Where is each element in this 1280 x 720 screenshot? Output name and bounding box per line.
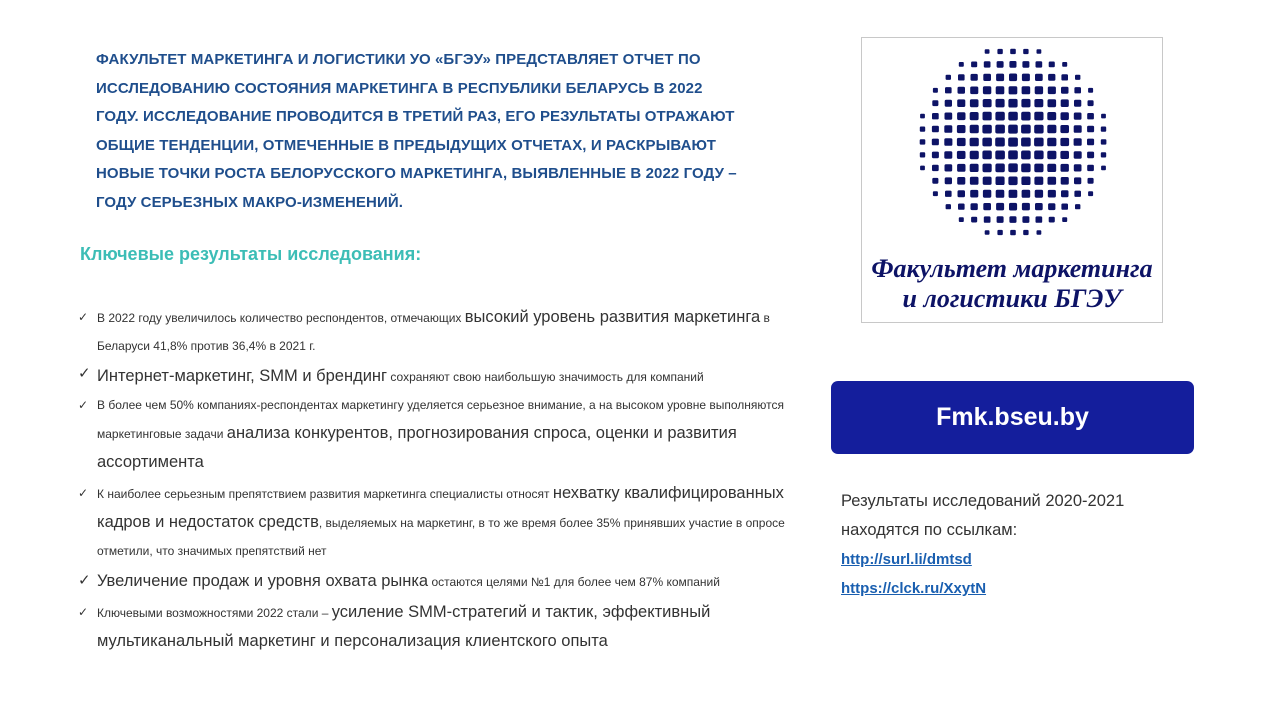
globe-tile bbox=[1022, 61, 1029, 68]
globe-tile bbox=[1048, 190, 1056, 198]
globe-tile bbox=[1101, 114, 1106, 119]
check-icon: ✓ bbox=[78, 486, 89, 500]
globe-tile bbox=[1048, 203, 1055, 210]
globe-tile bbox=[995, 151, 1005, 160]
globe-tile bbox=[1061, 177, 1069, 185]
globe-tile bbox=[1061, 204, 1068, 210]
globe-tile bbox=[1047, 164, 1056, 172]
globe-tile bbox=[1008, 177, 1017, 186]
globe-tile bbox=[933, 191, 938, 196]
globe-tile bbox=[970, 125, 979, 134]
globe-tile bbox=[1008, 163, 1018, 172]
globe-tile bbox=[1034, 112, 1043, 121]
globe-tile bbox=[1034, 138, 1044, 147]
list-item: ✓ В 2022 году увеличилось количество респондентов, отмечающих высокий уровень развития маркетинга в Беларуси 41,8% против 36,4% в 2021 г. bbox=[78, 303, 798, 360]
globe-tile bbox=[1034, 125, 1043, 134]
globe-tile bbox=[970, 190, 978, 198]
intro-line: НОВЫЕ ТОЧКИ РОСТА БЕЛОРУССКОГО МАРКЕТИНГА, ВЫЯВЛЕННЫЕ В 2022 ГОДУ – bbox=[96, 165, 737, 182]
globe-tile bbox=[995, 125, 1005, 134]
globe-tile bbox=[1022, 190, 1031, 198]
globe-tile bbox=[971, 62, 977, 68]
previous-research-text: Результаты исследований 2020-2021 bbox=[841, 492, 1125, 510]
globe-tile bbox=[1062, 62, 1067, 67]
globe-tile bbox=[971, 203, 978, 210]
check-icon: ✓ bbox=[78, 605, 89, 619]
globe-tile bbox=[1022, 203, 1030, 211]
globe-tile bbox=[1034, 151, 1043, 160]
globe-tile bbox=[983, 99, 992, 107]
globe-tile bbox=[932, 165, 939, 171]
globe-tile bbox=[982, 125, 991, 134]
globe-tile bbox=[970, 99, 979, 107]
globe-tile bbox=[1074, 125, 1082, 133]
globe-tile bbox=[1088, 100, 1094, 106]
globe-tile bbox=[1008, 125, 1018, 134]
globe-tile bbox=[957, 151, 966, 159]
research-link-2021[interactable]: https://clck.ru/XxytN bbox=[841, 580, 987, 597]
globe-tile bbox=[1061, 74, 1068, 80]
globe-tile bbox=[1061, 164, 1069, 172]
globe-tile bbox=[1048, 74, 1055, 81]
globe-tile bbox=[920, 166, 925, 171]
intro-line: ГОДУ СЕРЬЕЗНЫХ МАКРО-ИЗМЕНЕНИЙ. bbox=[96, 193, 403, 211]
key-results-title: Ключевые результаты исследования: bbox=[80, 244, 422, 264]
globe-tile bbox=[959, 62, 964, 67]
check-icon: ✓ bbox=[78, 398, 89, 412]
globe-tile bbox=[1008, 112, 1018, 121]
globe-tile bbox=[1009, 61, 1016, 68]
globe-tile bbox=[1074, 177, 1081, 184]
globe-tile bbox=[997, 216, 1004, 223]
globe-tile bbox=[945, 87, 952, 93]
globe-tile bbox=[1101, 139, 1107, 144]
check-icon: ✓ bbox=[78, 572, 91, 589]
globe-tile bbox=[1047, 112, 1056, 120]
globe-tile bbox=[1048, 177, 1057, 185]
globe-tile bbox=[1009, 190, 1018, 198]
globe-tile bbox=[983, 74, 991, 81]
globe-tile bbox=[996, 86, 1005, 94]
globe-tile bbox=[997, 230, 1002, 235]
globe-tile bbox=[996, 99, 1005, 108]
globe-tile bbox=[1047, 151, 1056, 160]
globe-tile bbox=[970, 87, 978, 95]
globe-tile bbox=[1087, 165, 1094, 171]
research-link-2020[interactable]: http://surl.li/dmtsd bbox=[841, 551, 972, 568]
globe-tile bbox=[1021, 125, 1031, 134]
check-icon: ✓ bbox=[78, 365, 91, 382]
globe-tile bbox=[985, 230, 990, 235]
key-results-list bbox=[78, 303, 798, 658]
globe-tile bbox=[970, 138, 979, 147]
intro-line: ИССЛЕДОВАНИЮ СОСТОЯНИЯ МАРКЕТИНГА В РЕСПУБЛИКИ БЕЛАРУСЬ В 2022 bbox=[96, 79, 703, 97]
globe-tile bbox=[984, 61, 991, 67]
globe-tile bbox=[1062, 217, 1067, 222]
globe-tile bbox=[957, 99, 965, 107]
globe-tile bbox=[1008, 150, 1018, 159]
globe-tile bbox=[1010, 49, 1016, 54]
globe-tile bbox=[1074, 151, 1082, 159]
globe-tile bbox=[1008, 99, 1017, 108]
globe-tile bbox=[944, 138, 952, 146]
globe-tile bbox=[983, 177, 992, 185]
globe-tile bbox=[1101, 152, 1106, 157]
globe-tile bbox=[958, 204, 965, 210]
globe-tile bbox=[957, 112, 965, 120]
globe-tile bbox=[1074, 87, 1081, 93]
globe-tile bbox=[932, 152, 939, 159]
globe-tile bbox=[1036, 61, 1043, 67]
intro-line: ОБЩИЕ ТЕНДЕНЦИИ, ОТМЕЧЕННЫЕ В ПРЕДЫДУЩИХ ОТЧЕТАХ, И РАСКРЫВАЮТ bbox=[96, 136, 716, 154]
globe-tile bbox=[984, 216, 991, 222]
globe-tile bbox=[1088, 88, 1093, 93]
globe-tile bbox=[945, 191, 952, 197]
globe-tile bbox=[970, 177, 979, 185]
globe-tile bbox=[945, 100, 952, 107]
globe-tile bbox=[971, 74, 978, 81]
globe-tile bbox=[1101, 127, 1106, 132]
globe-tile bbox=[996, 177, 1005, 186]
globe-tile bbox=[1049, 217, 1055, 223]
intro-paragraph bbox=[96, 46, 746, 217]
globe-tile bbox=[996, 203, 1004, 211]
globe-tile bbox=[1022, 74, 1030, 82]
globe-tile bbox=[1074, 191, 1081, 197]
logo-text: Факультет маркетинга и логистики БГЭУ bbox=[871, 254, 1153, 313]
globe-tile bbox=[932, 113, 939, 119]
globe-tile bbox=[932, 100, 938, 106]
globe-tile bbox=[1074, 138, 1082, 146]
globe-tile bbox=[1048, 99, 1057, 107]
globe-tile bbox=[1087, 126, 1094, 133]
globe-tile bbox=[983, 203, 991, 210]
globe-tile bbox=[920, 127, 925, 132]
globe-tile bbox=[1021, 112, 1030, 121]
globe-tile bbox=[957, 125, 966, 133]
globe-tile bbox=[932, 126, 939, 133]
globe-tile bbox=[996, 190, 1005, 198]
globe-tile bbox=[1074, 113, 1082, 120]
globe-tile bbox=[995, 164, 1004, 173]
globe-tile bbox=[1009, 86, 1018, 94]
globe-tile bbox=[945, 177, 952, 184]
globe-tile bbox=[1021, 138, 1031, 147]
globe-tile bbox=[932, 178, 938, 184]
globe-tile bbox=[1061, 190, 1069, 197]
globe-tile bbox=[944, 125, 952, 133]
globe-tile bbox=[958, 87, 966, 94]
globe-tile bbox=[946, 75, 951, 80]
globe-tile bbox=[1087, 113, 1094, 119]
globe-tile bbox=[1035, 74, 1043, 81]
globe-tile bbox=[1034, 164, 1043, 173]
globe-tile bbox=[983, 164, 992, 173]
globe-tile bbox=[1037, 49, 1042, 54]
globe-tile bbox=[970, 112, 979, 120]
globe-tile bbox=[983, 86, 991, 94]
globe-tile bbox=[1088, 178, 1094, 184]
globe-tile bbox=[1087, 152, 1094, 159]
globe-tile bbox=[1075, 75, 1080, 80]
intro-line: ФАКУЛЬТЕТ МАРКЕТИНГА И ЛОГИСТИКИ УО «БГЭУ» ПРЕДСТАВЛЯЕТ ОТЧЕТ ПО bbox=[96, 51, 701, 68]
globe-tile bbox=[1047, 125, 1056, 134]
list-item: ✓ Увеличение продаж и уровня охвата рынка остаются целями №1 для более чем 87% компаний bbox=[78, 567, 798, 596]
globe-tile bbox=[959, 217, 964, 222]
globe-tile bbox=[1087, 139, 1094, 146]
globe-tile bbox=[1047, 138, 1056, 147]
globe-tile bbox=[1074, 100, 1081, 107]
globe-tile bbox=[1075, 204, 1080, 209]
globe-tile bbox=[982, 151, 991, 160]
globe-tile bbox=[996, 74, 1004, 82]
globe-tile bbox=[1048, 87, 1056, 95]
globe-tile bbox=[995, 138, 1005, 147]
globe-tile bbox=[1037, 230, 1042, 235]
globe-tile bbox=[1088, 191, 1093, 196]
globe-tile bbox=[944, 151, 952, 159]
globe-tile bbox=[1023, 230, 1028, 235]
globe-tile bbox=[957, 138, 966, 146]
site-link-button[interactable]: Fmk.bseu.by bbox=[831, 381, 1194, 454]
globe-tile bbox=[957, 177, 965, 185]
globe-tile bbox=[957, 164, 965, 172]
globe-tile bbox=[1060, 125, 1069, 133]
globe-tile bbox=[1035, 203, 1043, 210]
globe-tile bbox=[1074, 164, 1082, 171]
list-item: ✓ В более чем 50% компаниях-респондентах маркетингу уделяется серьезное внимание, а на высоком уровне выполняются маркетинговые задачи анализа конкурентов, прогнозирования спроса, оценки и развития ассортимента bbox=[78, 391, 798, 477]
globe-tile bbox=[1022, 216, 1029, 223]
globe-tile bbox=[1009, 203, 1017, 211]
globe-tile bbox=[1021, 177, 1030, 186]
globe-tile bbox=[933, 88, 938, 93]
globe-tile bbox=[932, 139, 939, 146]
check-icon: ✓ bbox=[78, 310, 89, 324]
globe-tile bbox=[1021, 164, 1030, 173]
globe-tile bbox=[995, 112, 1004, 121]
faculty-logo bbox=[861, 37, 1163, 323]
list-item: ✓ К наиболее серьезным препятствием развития маркетинга специалисты относят нехватку квалифицированных кадров и недостаток средств, выделяемых на маркетинг, в то же время более 35% принявших участие в опросе отметили, что значимых препятствий нет bbox=[78, 479, 798, 565]
globe-tile bbox=[985, 49, 990, 54]
globe-tile bbox=[1021, 99, 1030, 108]
globe-tile bbox=[982, 138, 992, 147]
globe-tile bbox=[1035, 86, 1043, 94]
globe-tile bbox=[945, 164, 953, 171]
globe-tile bbox=[997, 61, 1004, 68]
globe-tile bbox=[983, 112, 992, 121]
globe-tile bbox=[1034, 99, 1043, 107]
globe-tile bbox=[1035, 190, 1043, 198]
list-item: ✓ Ключевыми возможностями 2022 стали – усиление SMM-стратегий и тактик, эффективный мультиканальный маркетинг и персонализация клиентского опыта bbox=[78, 598, 798, 656]
globe-tile bbox=[1021, 151, 1031, 160]
globe-tile bbox=[958, 190, 966, 197]
globe-tile bbox=[971, 217, 977, 223]
intro-line: ГОДУ. ИССЛЕДОВАНИЕ ПРОВОДИТСЯ В ТРЕТИЙ РАЗ, ЕГО РЕЗУЛЬТАТЫ ОТРАЖАЮТ bbox=[96, 108, 735, 125]
globe-tile bbox=[1008, 138, 1018, 147]
globe-tile bbox=[1009, 216, 1016, 223]
globe-tile bbox=[983, 190, 991, 198]
globe-tile bbox=[946, 204, 951, 209]
previous-research-block bbox=[841, 487, 1201, 603]
globe-tile bbox=[920, 139, 926, 144]
globe-tile bbox=[1060, 151, 1069, 159]
globe-tile bbox=[1034, 177, 1043, 185]
globe-tile bbox=[920, 152, 925, 157]
globe-logo-icon bbox=[913, 42, 1113, 242]
globe-tile bbox=[958, 74, 965, 80]
globe-tile bbox=[970, 151, 979, 160]
globe-tile bbox=[1022, 86, 1031, 94]
globe-tile bbox=[1061, 87, 1069, 94]
globe-tile bbox=[1061, 112, 1069, 120]
list-item: ✓ Интернет-маркетинг, SMM и брендинг сохраняют свою наибольшую значимость для компаний bbox=[78, 362, 798, 389]
globe-tile bbox=[1061, 99, 1069, 107]
globe-tile bbox=[920, 114, 925, 119]
globe-tile bbox=[997, 49, 1002, 54]
globe-tile bbox=[1049, 62, 1055, 68]
globe-tile bbox=[945, 113, 953, 120]
globe-tile bbox=[970, 164, 979, 172]
previous-research-text: находятся по ссылкам: bbox=[841, 521, 1018, 539]
globe-tile bbox=[1036, 216, 1043, 222]
globe-tile bbox=[1060, 138, 1069, 146]
globe-tile bbox=[1010, 230, 1016, 235]
globe-tile bbox=[1023, 49, 1028, 54]
globe-tile bbox=[1009, 74, 1017, 82]
globe-tile bbox=[1101, 166, 1106, 171]
